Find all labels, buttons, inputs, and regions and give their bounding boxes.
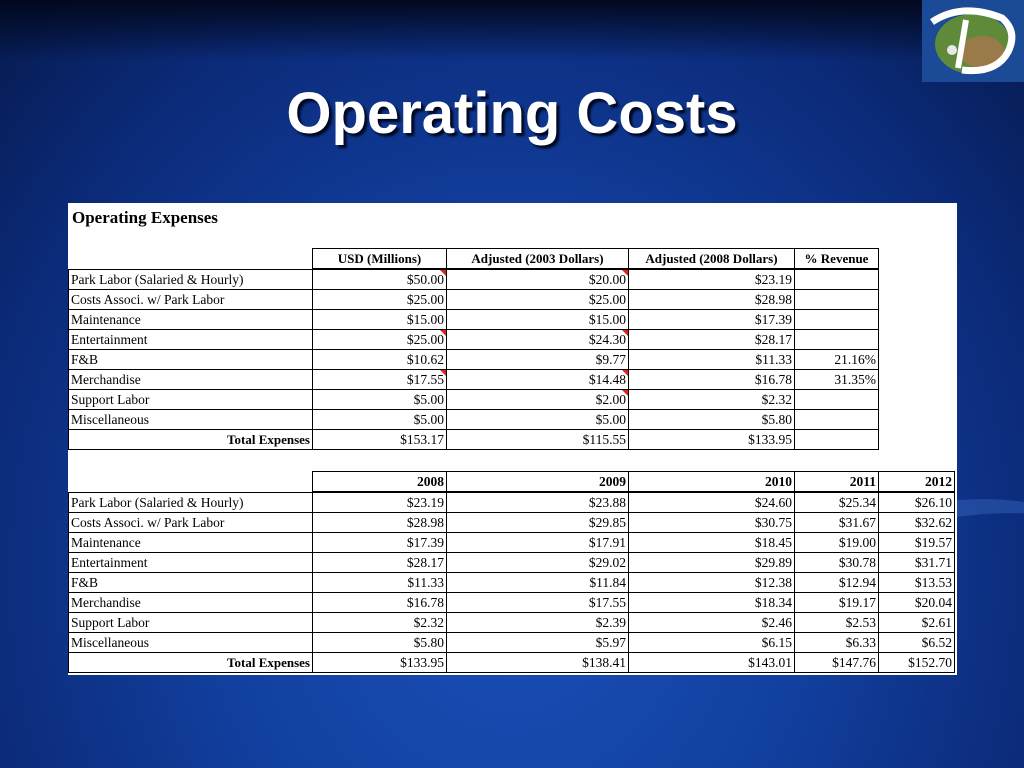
header-year: 2009 xyxy=(447,472,629,492)
cell-value: $11.84 xyxy=(447,573,629,593)
total-value: $133.95 xyxy=(313,653,447,673)
row-label: Maintenance xyxy=(69,533,313,553)
table-row xyxy=(69,633,955,653)
table-row xyxy=(69,593,955,613)
table-header-row xyxy=(313,249,879,269)
projection-years-header xyxy=(312,471,955,492)
cell-adj-2003: $14.48 xyxy=(447,370,629,390)
cell-value: $6.15 xyxy=(629,633,795,653)
total-value: $152.70 xyxy=(879,653,955,673)
table-row xyxy=(69,370,879,390)
cell-adj-2008: $2.32 xyxy=(629,390,795,410)
cell-value: $23.88 xyxy=(447,493,629,513)
header-year: 2012 xyxy=(879,472,955,492)
cell-pct-revenue xyxy=(795,330,879,350)
cell-value: $11.33 xyxy=(313,573,447,593)
row-label: Park Labor (Salaried & Hourly) xyxy=(69,493,313,513)
row-label: Support Labor xyxy=(69,613,313,633)
cell-adj-2003: $24.30 xyxy=(447,330,629,350)
cell-value: $20.04 xyxy=(879,593,955,613)
cell-value: $17.39 xyxy=(313,533,447,553)
row-label: Merchandise xyxy=(69,370,313,390)
row-label: Miscellaneous xyxy=(69,633,313,653)
cell-value: $30.78 xyxy=(795,553,879,573)
row-label: Merchandise xyxy=(69,593,313,613)
cell-value: $29.02 xyxy=(447,553,629,573)
cell-value: $19.00 xyxy=(795,533,879,553)
table-row xyxy=(69,350,879,370)
row-label: Entertainment xyxy=(69,553,313,573)
header-year: 2011 xyxy=(795,472,879,492)
cell-pct-revenue xyxy=(795,270,879,290)
row-label: F&B xyxy=(69,350,313,370)
cell-value: $2.32 xyxy=(313,613,447,633)
cell-value: $2.61 xyxy=(879,613,955,633)
cell-value: $26.10 xyxy=(879,493,955,513)
total-value: $143.01 xyxy=(629,653,795,673)
table-row xyxy=(69,290,879,310)
table-row xyxy=(69,533,955,553)
cell-adj-2003: $15.00 xyxy=(447,310,629,330)
total-label: Total Expenses xyxy=(69,430,313,450)
total-row xyxy=(69,430,879,450)
cell-value: $5.80 xyxy=(313,633,447,653)
table-row xyxy=(69,390,879,410)
cell-pct-revenue xyxy=(795,290,879,310)
total-usd: $153.17 xyxy=(313,430,447,450)
total-pct-revenue xyxy=(795,430,879,450)
cell-value: $28.98 xyxy=(313,513,447,533)
table-row xyxy=(69,310,879,330)
cell-adj-2003: $2.00 xyxy=(447,390,629,410)
table-header-row xyxy=(313,472,955,492)
cell-adj-2008: $5.80 xyxy=(629,410,795,430)
header-year: 2008 xyxy=(313,472,447,492)
cell-adj-2003: $5.00 xyxy=(447,410,629,430)
cell-value: $29.89 xyxy=(629,553,795,573)
header-percent-revenue: % Revenue xyxy=(795,249,879,269)
cell-value: $6.52 xyxy=(879,633,955,653)
cell-adj-2008: $28.17 xyxy=(629,330,795,350)
header-year: 2010 xyxy=(629,472,795,492)
cell-pct-revenue xyxy=(795,310,879,330)
row-label: Miscellaneous xyxy=(69,410,313,430)
cell-adj-2003: $20.00 xyxy=(447,270,629,290)
cell-value: $17.91 xyxy=(447,533,629,553)
cell-value: $31.67 xyxy=(795,513,879,533)
cell-usd: $10.62 xyxy=(313,350,447,370)
cell-value: $6.33 xyxy=(795,633,879,653)
header-adjusted-2003: Adjusted (2003 Dollars) xyxy=(447,249,629,269)
cell-value: $23.19 xyxy=(313,493,447,513)
cell-value: $2.46 xyxy=(629,613,795,633)
table-row xyxy=(69,573,955,593)
cell-value: $19.17 xyxy=(795,593,879,613)
cell-value: $18.34 xyxy=(629,593,795,613)
cell-value: $18.45 xyxy=(629,533,795,553)
cell-value: $19.57 xyxy=(879,533,955,553)
cell-usd: $5.00 xyxy=(313,410,447,430)
total-value: $147.76 xyxy=(795,653,879,673)
cell-pct-revenue xyxy=(795,410,879,430)
operating-expenses-panel xyxy=(68,203,957,675)
table-row xyxy=(69,330,879,350)
table-row xyxy=(69,410,879,430)
total-adj-2003: $115.55 xyxy=(447,430,629,450)
cell-value: $12.38 xyxy=(629,573,795,593)
row-label: Costs Associ. w/ Park Labor xyxy=(69,513,313,533)
cell-value: $13.53 xyxy=(879,573,955,593)
cell-usd: $50.00 xyxy=(313,270,447,290)
cell-adj-2008: $17.39 xyxy=(629,310,795,330)
panel-title: Operating Expenses xyxy=(72,208,218,227)
cell-value: $32.62 xyxy=(879,513,955,533)
row-label: Costs Associ. w/ Park Labor xyxy=(69,290,313,310)
table-row xyxy=(69,513,955,533)
header-adjusted-2008: Adjusted (2008 Dollars) xyxy=(629,249,795,269)
row-label: Maintenance xyxy=(69,310,313,330)
disney-d-logo-icon xyxy=(922,0,1024,82)
top-gradient-band xyxy=(0,0,1024,60)
cell-value: $16.78 xyxy=(313,593,447,613)
cell-adj-2008: $16.78 xyxy=(629,370,795,390)
table-row xyxy=(69,493,955,513)
cell-adj-2008: $28.98 xyxy=(629,290,795,310)
table-row xyxy=(69,553,955,573)
cell-value: $25.34 xyxy=(795,493,879,513)
total-value: $138.41 xyxy=(447,653,629,673)
row-label: Entertainment xyxy=(69,330,313,350)
cell-value: $2.39 xyxy=(447,613,629,633)
row-label: Park Labor (Salaried & Hourly) xyxy=(69,270,313,290)
cell-pct-revenue: 31.35% xyxy=(795,370,879,390)
projection-table-body xyxy=(68,492,955,673)
row-label: F&B xyxy=(69,573,313,593)
table-row xyxy=(69,270,879,290)
cell-usd: $5.00 xyxy=(313,390,447,410)
row-label: Support Labor xyxy=(69,390,313,410)
cell-adj-2003: $25.00 xyxy=(447,290,629,310)
cell-pct-revenue xyxy=(795,390,879,410)
cell-usd: $15.00 xyxy=(313,310,447,330)
table-row xyxy=(69,613,955,633)
cell-usd: $25.00 xyxy=(313,330,447,350)
cell-adj-2003: $9.77 xyxy=(447,350,629,370)
total-row xyxy=(69,653,955,673)
cell-usd: $25.00 xyxy=(313,290,447,310)
expenses-table-adjusted xyxy=(312,248,879,269)
total-adj-2008: $133.95 xyxy=(629,430,795,450)
cell-value: $17.55 xyxy=(447,593,629,613)
cell-value: $2.53 xyxy=(795,613,879,633)
cell-pct-revenue: 21.16% xyxy=(795,350,879,370)
header-usd-millions: USD (Millions) xyxy=(313,249,447,269)
cell-value: $31.71 xyxy=(879,553,955,573)
cell-value: $24.60 xyxy=(629,493,795,513)
cell-value: $29.85 xyxy=(447,513,629,533)
total-label: Total Expenses xyxy=(69,653,313,673)
slide-title: Operating Costs xyxy=(286,81,738,146)
expenses-table-1-body xyxy=(68,269,879,450)
cell-value: $5.97 xyxy=(447,633,629,653)
cell-adj-2008: $23.19 xyxy=(629,270,795,290)
cell-usd: $17.55 xyxy=(313,370,447,390)
cell-value: $28.17 xyxy=(313,553,447,573)
cell-value: $12.94 xyxy=(795,573,879,593)
cell-value: $30.75 xyxy=(629,513,795,533)
cell-adj-2008: $11.33 xyxy=(629,350,795,370)
